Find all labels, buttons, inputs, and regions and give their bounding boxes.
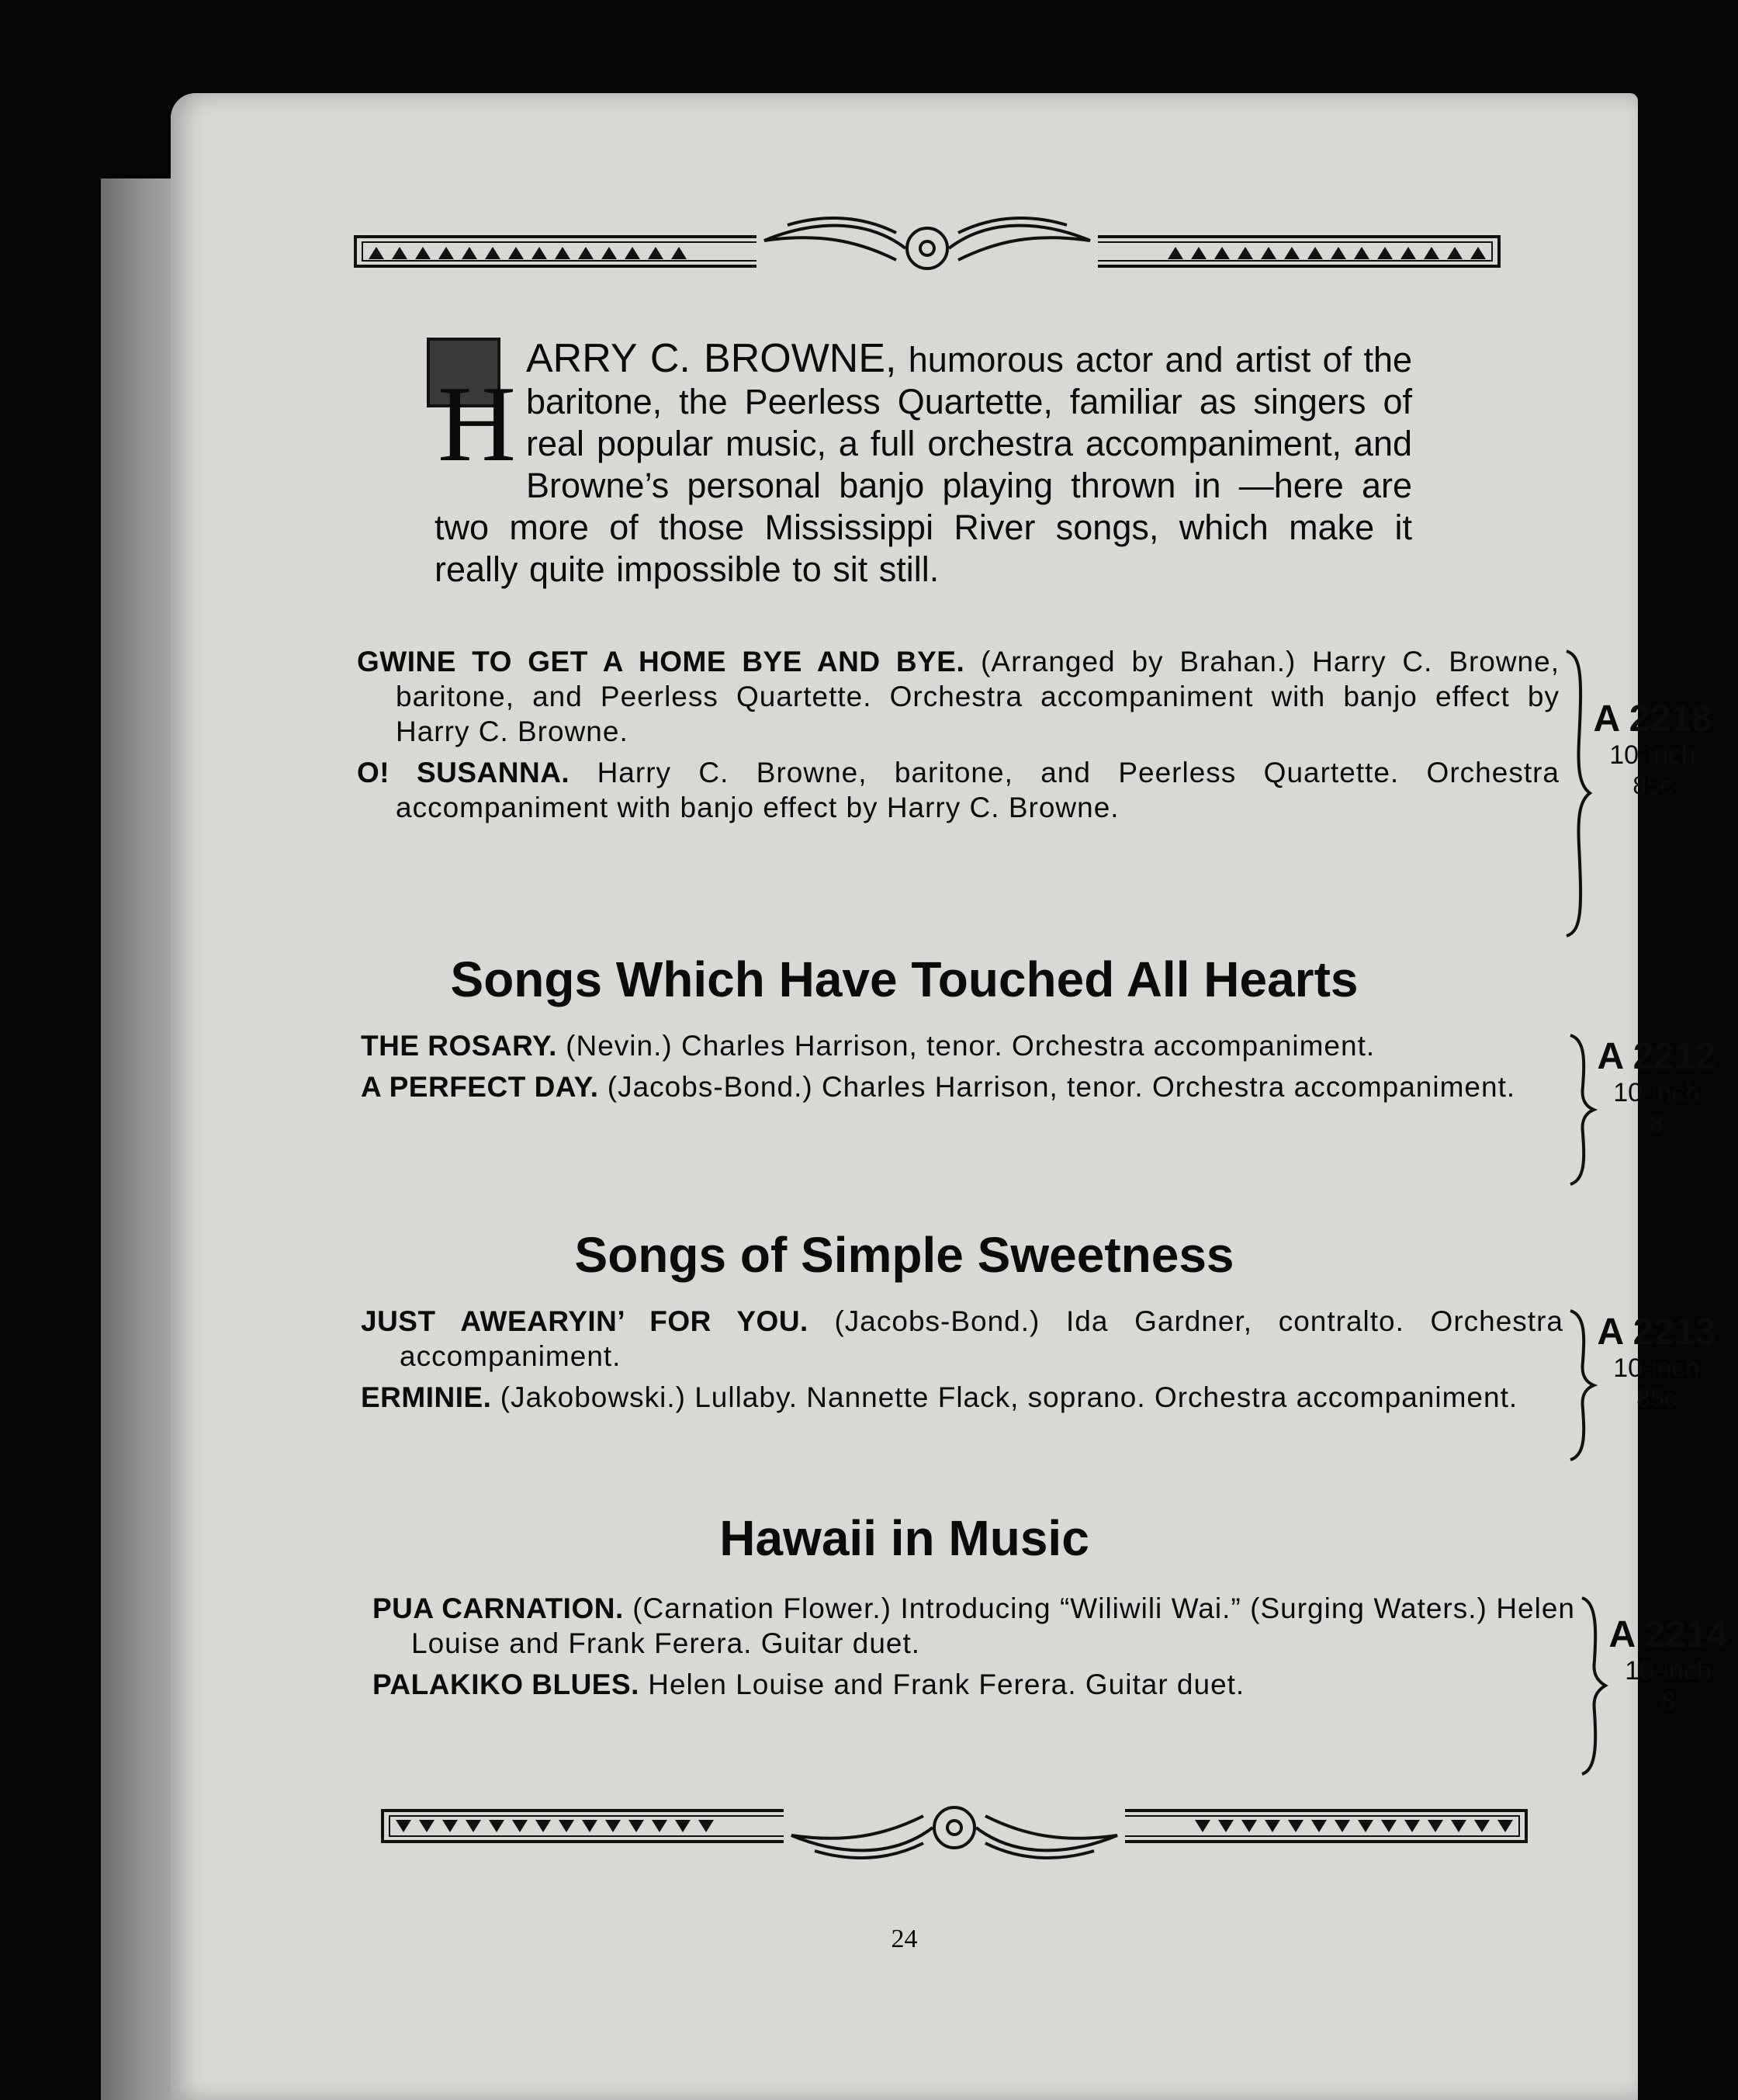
song-title: THE ROSARY.: [361, 1030, 557, 1062]
record-size: 10-inch: [1609, 740, 1696, 770]
record-price: 8: [1661, 1687, 1675, 1715]
song-entry: [361, 1380, 1563, 1415]
song-entry: [357, 644, 1560, 749]
intro-artist-name: ARRY C. BROWNE,: [526, 336, 897, 381]
song-description: (Arranged by Brahan.) Harry C. Browne, baritone, and Peerless Quartette. Orchestra accompaniment with banjo effect by Harry C. Browne.: [396, 646, 1560, 747]
song-title: ERMINIE.: [361, 1381, 492, 1413]
record-number: A 2212: [1597, 1036, 1716, 1077]
record-group-a2212: [361, 1028, 1563, 1111]
record-info-a2213: [1587, 1312, 1726, 1414]
song-description: (Jacobs-Bond.) Ida Gardner, contralto. Orchestra accompaniment.: [400, 1305, 1563, 1372]
ornamental-border-top: [353, 217, 1501, 272]
record-price: 85c: [1632, 771, 1673, 799]
song-title: GWINE TO GET A HOME BYE AND BYE.: [357, 646, 965, 677]
song-entry: [372, 1667, 1575, 1702]
song-title: A PERFECT DAY.: [361, 1071, 599, 1103]
record-info-a2212: [1587, 1036, 1726, 1138]
song-title: PUA CARNATION.: [372, 1592, 624, 1624]
record-group-a2213: [361, 1304, 1563, 1421]
section-heading: Hawaii in Music: [719, 1510, 1089, 1566]
record-price: 85c: [1636, 1384, 1677, 1412]
song-description: (Jakobowski.) Lullaby. Nannette Flack, soprano. Orchestra accompaniment.: [491, 1381, 1518, 1413]
song-entry: [361, 1028, 1563, 1063]
song-entry: [357, 755, 1560, 825]
section-heading: Songs of Simple Sweetness: [574, 1227, 1234, 1283]
song-title: O! SUSANNA.: [357, 757, 570, 788]
record-number: A 2214: [1608, 1614, 1728, 1655]
record-group-a2218: [357, 644, 1560, 831]
song-entry: [372, 1591, 1575, 1661]
record-info-a2214: [1598, 1614, 1738, 1717]
song-entry: [361, 1069, 1563, 1104]
song-title: PALAKIKO BLUES.: [372, 1669, 639, 1700]
record-info-a2218: [1583, 698, 1722, 801]
record-price: 8: [1650, 1109, 1664, 1137]
song-title: JUST AWEARYIN’ FOR YOU.: [361, 1305, 808, 1337]
song-description: (Jacobs-Bond.) Charles Harrison, tenor. Orchestra accompaniment.: [598, 1071, 1516, 1103]
record-number: A 2218: [1593, 698, 1712, 740]
song-entry: [361, 1304, 1563, 1374]
page-number: 24: [891, 1925, 918, 1953]
drop-cap: [427, 338, 517, 484]
catalog-page: [171, 93, 1728, 2100]
ornamental-border-bottom: [380, 1804, 1529, 1859]
record-number: A 2213: [1597, 1312, 1716, 1353]
drop-cap-letter: H: [438, 364, 517, 484]
record-group-a2214: [372, 1591, 1575, 1708]
intro-text: humorous actor and artist of the baritone, the Peerless Quartette, familiar as singers of real popular music, a full orchestra accompaniment, and Browne’s personal banjo playing thrown in —here are two more of those Mississippi River songs, which make it really quite impossible to sit still.: [434, 340, 1413, 589]
record-size: 10-inch: [1613, 1353, 1700, 1383]
song-description: Harry C. Browne, baritone, and Peerless Quartette. Orchestra accompaniment with banjo effect by Harry C. Browne.: [396, 757, 1560, 823]
section-heading: Songs Which Have Touched All Hearts: [450, 951, 1359, 1007]
song-description: (Nevin.) Charles Harrison, tenor. Orchestra accompaniment.: [556, 1030, 1376, 1062]
intro-paragraph: [434, 338, 1412, 591]
record-size: 10-inch: [1613, 1078, 1700, 1107]
song-description: Helen Louise and Frank Ferera. Guitar duet.: [639, 1669, 1245, 1700]
song-description: (Carnation Flower.) Introducing “Wiliwili Wai.” (Surging Waters.) Helen Louise and Frank Ferera. Guitar duet.: [411, 1592, 1575, 1659]
record-size: 10-inch: [1625, 1656, 1712, 1686]
